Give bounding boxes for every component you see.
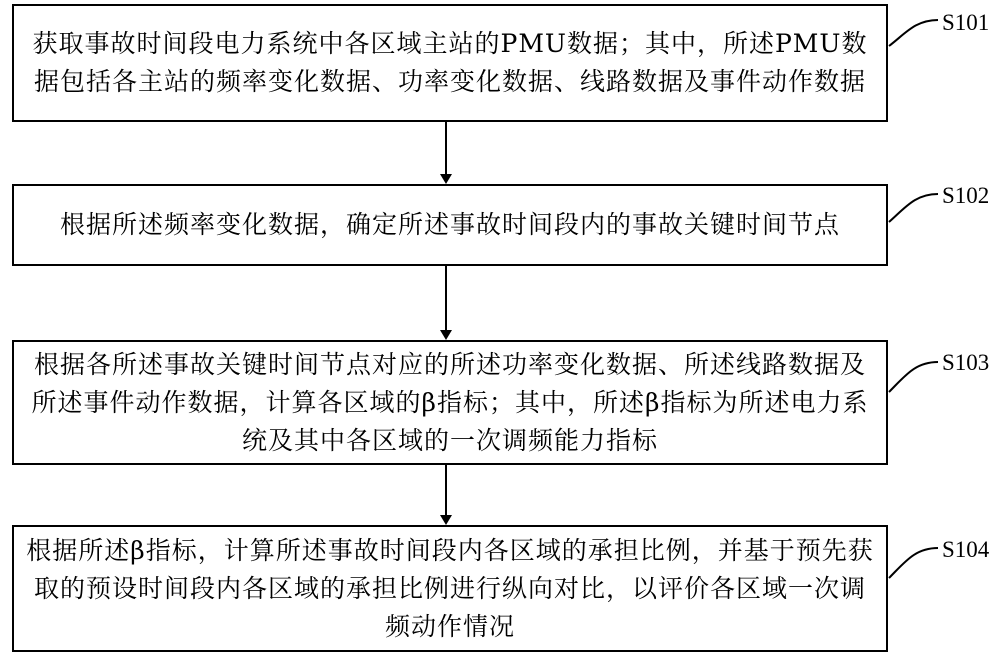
step-box-s103 — [12, 340, 888, 465]
step-label-s103: S103 — [942, 350, 990, 375]
step-label-s101: S101 — [942, 10, 990, 35]
step-label-s102: S102 — [942, 183, 990, 208]
step-label-s104: S104 — [942, 537, 990, 562]
leader-curve-s102 — [889, 194, 938, 222]
leader-curve-s104 — [889, 548, 938, 578]
step-text-s101: 获取事故时间段电力系统中各区域主站的PMU数据；其中，所述PMU数据包括各主站的频率变化数据、功率变化数据、线路数据及事件动作数据 — [32, 29, 868, 96]
step-box-s104 — [12, 525, 888, 652]
leader-curve-s103 — [889, 362, 938, 392]
step-text-s102: 根据所述频率变化数据，确定所述事故时间段内的事故关键时间节点 — [59, 210, 840, 239]
step-text-s104: 根据所述β指标，计算所述事故时间段内各区域的承担比例，并基于预先获取的预设时间段内各区域的承担比例进行纵向对比，以评价各区域一次调频动作情况 — [26, 535, 874, 641]
step-box-s102 — [12, 184, 888, 266]
step-text-s103: 根据各所述事故关键时间节点对应的所述功率变化数据、所述线路数据及所述事件动作数据，计算各区域的β指标；其中，所述β指标为所述电力系统及其中各区域的一次调频能力指标 — [31, 349, 869, 455]
leader-curve-s101 — [889, 20, 938, 46]
step-box-s101 — [12, 4, 888, 122]
